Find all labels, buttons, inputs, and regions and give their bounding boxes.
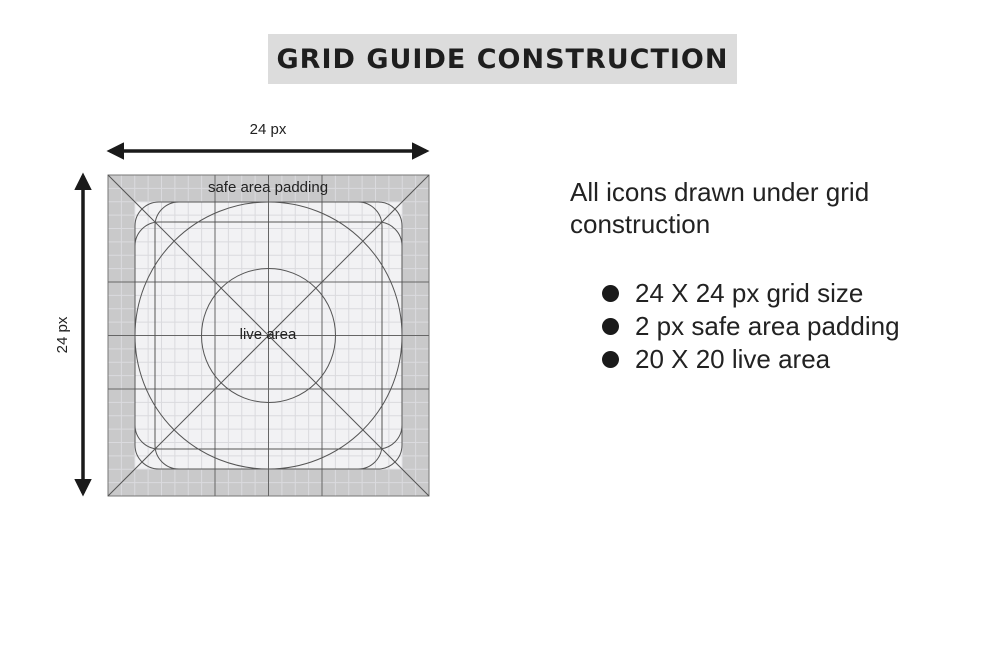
spec-text: 2 px safe area padding — [635, 311, 900, 341]
spec-list — [602, 277, 900, 376]
safe-area-padding-label: safe area padding — [207, 179, 329, 196]
spec-list-item — [602, 343, 900, 376]
intro-text: All icons drawn under grid construction — [570, 177, 870, 239]
icon-grid — [108, 175, 429, 496]
spec-list-item — [602, 310, 900, 343]
height-dimension-label: 24 px — [54, 316, 71, 354]
live-area-label: live area — [239, 326, 297, 343]
page-title: GRID GUIDE CONSTRUCTION — [276, 43, 729, 75]
bullet-icon — [602, 318, 619, 335]
spec-text: 20 X 20 live area — [635, 344, 831, 374]
bullet-icon — [602, 285, 619, 302]
width-dimension-label: 24 px — [249, 121, 287, 138]
spec-list-item — [602, 277, 900, 310]
bullet-icon — [602, 351, 619, 368]
spec-text: 24 X 24 px grid size — [635, 278, 864, 308]
